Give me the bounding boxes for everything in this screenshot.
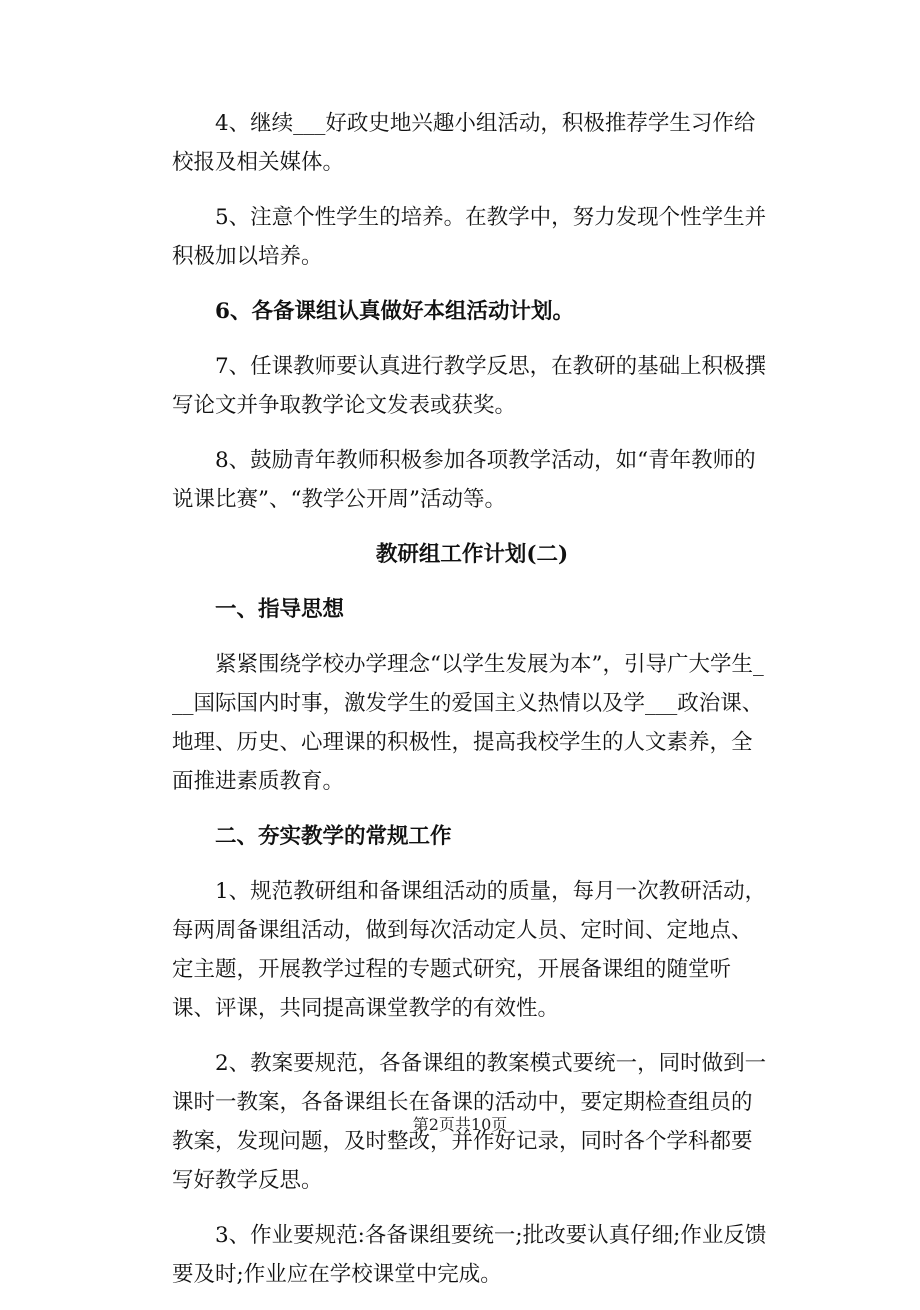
paragraph-routine-1: 1、规范教研组和备课组活动的质量，每月一次教研活动，每两周备课组活动，做到每次活动定人员、定时间、定地点、定主题，开展教学过程的专题式研究，开展备课组的随堂听课、评课，共同提高课堂教学的有效性。 <box>172 879 767 1021</box>
heading-guiding-ideology: 一、指导思想 <box>215 597 345 622</box>
paragraph-item-6: 6、各备课组认真做好本组活动计划。 <box>215 299 574 324</box>
section-title: 教研组工作计划(二) <box>375 542 569 567</box>
paragraph-item-5: 5、注意个性学生的培养。在教学中，努力发现个性学生并积极加以培养。 <box>172 205 767 269</box>
paragraph-routine-2: 2、教案要规范，各备课组的教案模式要统一，同时做到一课时一教案，各备课组长在备课的活动中，要定期检查组员的教案，发现问题，及时整改，并作好记录，同时各个学科都要写好教学反思。 <box>172 1051 767 1193</box>
paragraph-item-8: 8、鼓励青年教师积极参加各项教学活动，如“青年教师的说课比赛”、“教学公开周”活动等。 <box>172 448 756 512</box>
heading-routine-work: 二、夯实教学的常规工作 <box>215 824 452 849</box>
paragraph-guiding-ideology: 紧紧围绕学校办学理念“以学生发展为本”，引导广大学生___国际国内时事，激发学生的爱国主义热情以及学___政治课、地理、历史、心理课的积极性，提高我校学生的人文素养，全面推进素质教育。 <box>172 652 764 794</box>
paragraph-routine-3: 3、作业要规范:各备课组要统一;批改要认真仔细;作业反馈要及时;作业应在学校课堂中完成。 <box>172 1223 767 1287</box>
page-number-footer: 第2页共10页 <box>412 1115 508 1134</box>
paragraph-item-4: 4、继续___好政史地兴趣小组活动，积极推荐学生习作给校报及相关媒体。 <box>172 111 756 175</box>
paragraph-item-7: 7、任课教师要认真进行教学反思，在教研的基础上积极撰写论文并争取教学论文发表或获奖。 <box>172 354 767 418</box>
